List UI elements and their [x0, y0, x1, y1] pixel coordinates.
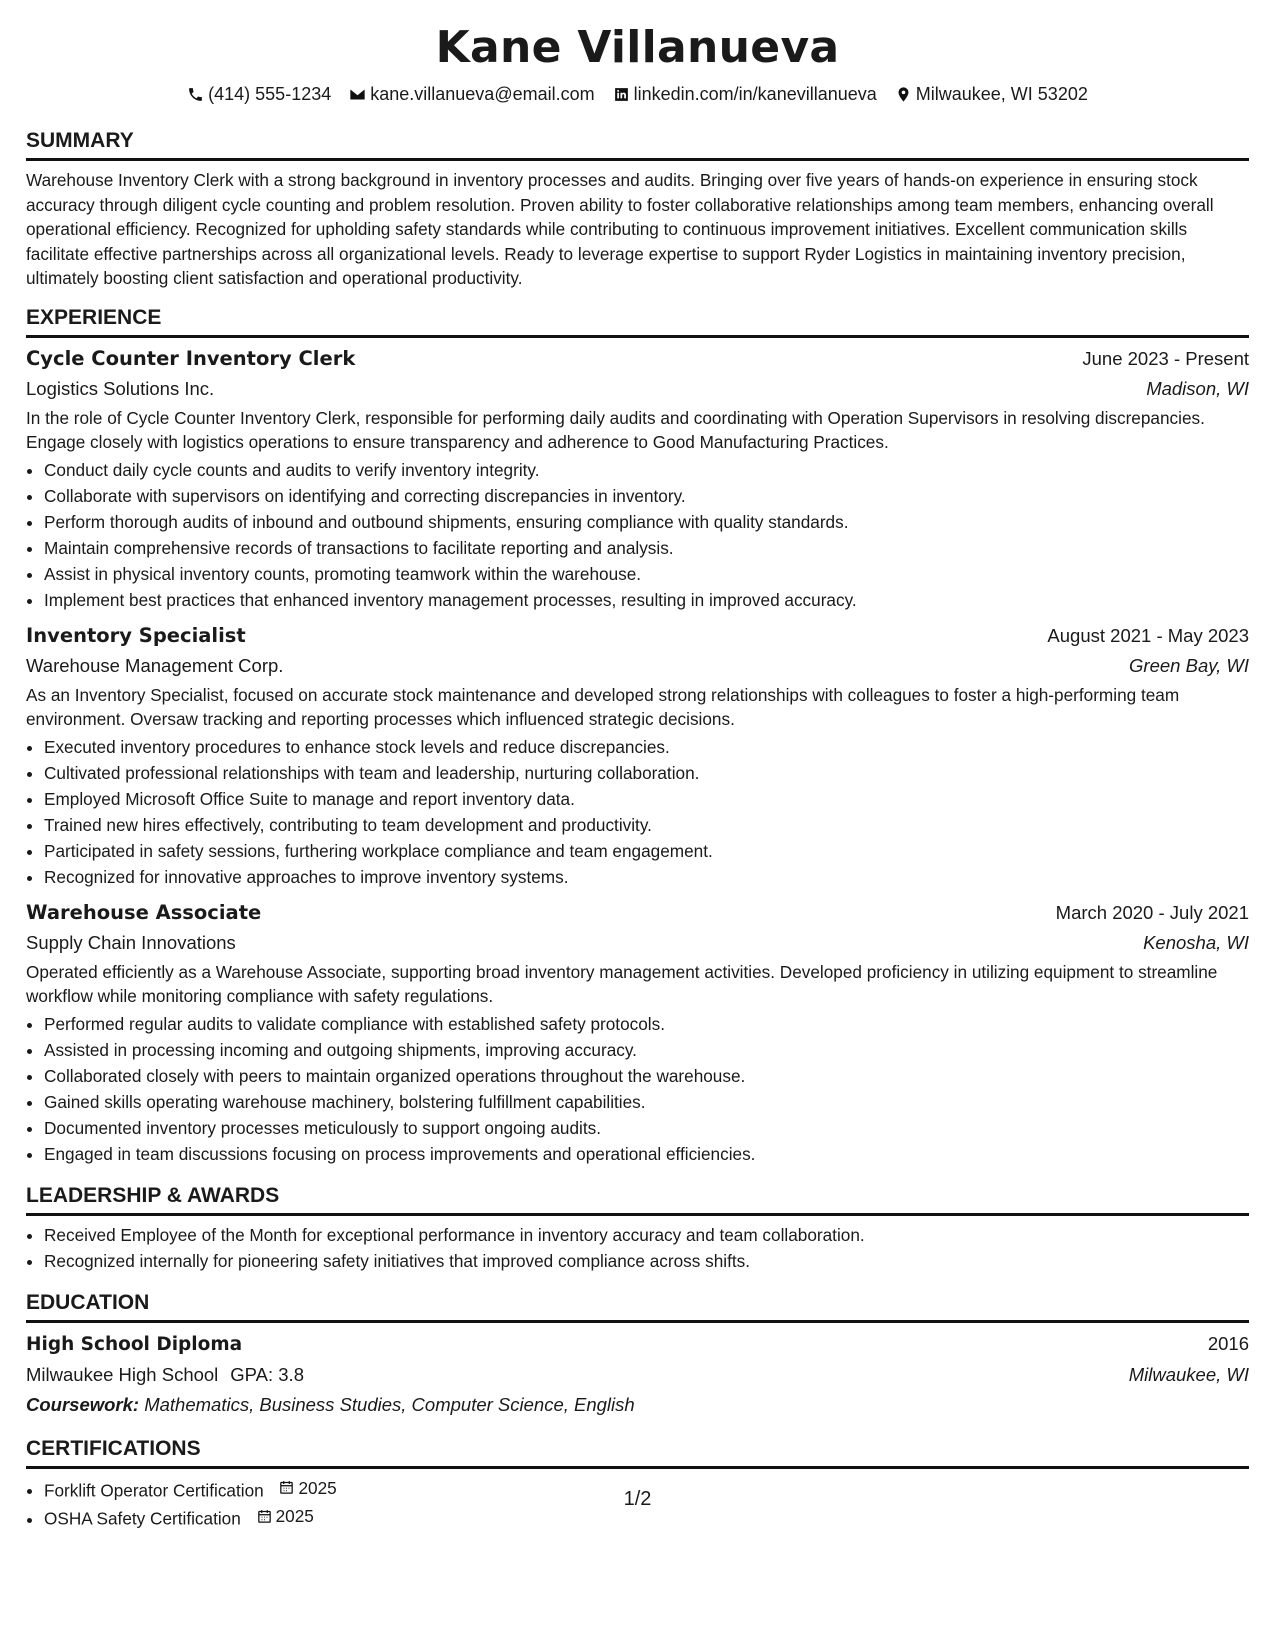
list-item: • Recognized for innovative approaches to improve inventory systems. [44, 864, 1249, 890]
job-location: Green Bay, WI [1129, 654, 1249, 676]
job-description: Operated efficiently as a Warehouse Associate, supporting broad inventory management activities. Developed proficiency in utilizing equipment to streamline workflow while monitoring compliance with safety regulations. [26, 961, 1218, 1006]
email-text[interactable]: kane.villanueva@email.com [370, 84, 595, 104]
gpa: GPA: 3.8 [230, 1363, 304, 1385]
certification-name: OSHA Safety Certification [44, 1508, 241, 1529]
envelope-icon [349, 86, 366, 103]
job-entry [26, 621, 1249, 890]
list-item: • Employed Microsoft Office Suite to manage and report inventory data. [44, 786, 1249, 812]
section-title-experience: EXPERIENCE [26, 305, 1249, 338]
contact-email[interactable] [349, 82, 594, 106]
list-item: • Cultivated professional relationships with team and leadership, nurturing collaboration. [44, 760, 1249, 786]
coursework-line [26, 1390, 1249, 1420]
graduation-year: 2016 [1207, 1332, 1249, 1354]
section-title-leadership: LEADERSHIP & AWARDS [26, 1183, 1249, 1216]
leadership-bullets [26, 1222, 1249, 1274]
job-description: In the role of Cycle Counter Inventory Clerk, responsible for performing daily audits and coordinating with Operation Supervisors in resolving discrepancies. Engage closely with logistics operations to ensure transparency and adherence to Good Manufacturing Practices. [26, 407, 1205, 452]
education-section [26, 1290, 1249, 1420]
list-item: • Conduct daily cycle counts and audits to verify inventory integrity. [44, 457, 1249, 483]
page-number: 1/2 [623, 1488, 652, 1510]
experience-section [26, 305, 1249, 1167]
list-item: • Assist in physical inventory counts, promoting teamwork within the warehouse. [44, 561, 1249, 587]
list-item: • Trained new hires effectively, contributing to team development and productivity. [44, 812, 1249, 838]
list-item: • Performed regular audits to validate compliance with established safety protocols. [44, 1011, 1249, 1037]
job-bullets [26, 734, 1249, 890]
job-title: Inventory Specialist [26, 623, 246, 647]
school-line [26, 1360, 304, 1390]
school-location: Milwaukee, WI [1128, 1363, 1249, 1385]
contact-linkedin[interactable] [613, 82, 877, 106]
leadership-section [26, 1183, 1249, 1274]
list-item: • Engaged in team discussions focusing on process improvements and operational efficiencies. [44, 1141, 1249, 1167]
degree-title: High School Diploma [26, 1333, 243, 1355]
summary-section [26, 128, 1249, 291]
candidate-name: Kane Villanueva [435, 22, 840, 73]
linkedin-icon [613, 86, 630, 103]
certifications-section [26, 1436, 1249, 1532]
contact-location [895, 82, 1088, 106]
list-item: • Perform thorough audits of inbound and outbound shipments, ensuring compliance with quality standards. [44, 509, 1249, 535]
linkedin-text[interactable]: linkedin.com/in/kanevillanueva [633, 84, 877, 104]
list-item: • Collaborated closely with peers to maintain organized operations throughout the warehouse. [44, 1063, 1249, 1089]
map-pin-icon [895, 86, 912, 103]
list-item: • Gained skills operating warehouse machinery, bolstering fulfillment capabilities. [44, 1089, 1249, 1115]
job-dates: August 2021 - May 2023 [1047, 624, 1249, 646]
list-item: • Participated in safety sessions, furthering workplace compliance and team engagement. [44, 838, 1249, 864]
list-item: • Implement best practices that enhanced inventory management processes, resulting in improved accuracy. [44, 587, 1249, 613]
job-entry [26, 898, 1249, 1167]
phone-text: (414) 555-1234 [208, 84, 332, 104]
coursework-text: Mathematics, Business Studies, Computer Science, English [144, 1393, 635, 1415]
list-item: • Documented inventory processes meticulously to support ongoing audits. [44, 1115, 1249, 1141]
job-bullets [26, 1011, 1249, 1167]
list-item: • Recognized internally for pioneering safety initiatives that improved compliance across shifts. [44, 1248, 1249, 1274]
list-item: • Received Employee of the Month for exceptional performance in inventory accuracy and team collaboration. [44, 1222, 1249, 1248]
job-dates: March 2020 - July 2021 [1055, 901, 1249, 923]
contact-bar [26, 82, 1249, 106]
list-item: • Executed inventory procedures to enhance stock levels and reduce discrepancies. [44, 734, 1249, 760]
list-item: • Assisted in processing incoming and outgoing shipments, improving accuracy. [44, 1037, 1249, 1063]
section-title-education: EDUCATION [26, 1290, 1249, 1323]
certification-year: 2025 [275, 1506, 314, 1526]
list-item: • Maintain comprehensive records of transactions to facilitate reporting and analysis. [44, 535, 1249, 561]
location-text: Milwaukee, WI 53202 [915, 84, 1088, 104]
job-description: As an Inventory Specialist, focused on accurate stock maintenance and developed strong relationships with colleagues to foster a high-performing team environment. Oversaw tracking and reporting processes which influenced strategic decisions. [26, 684, 1180, 729]
certification-name: Forklift Operator Certification [44, 1480, 264, 1500]
job-title: Warehouse Associate [26, 900, 262, 924]
section-title-summary: SUMMARY [26, 128, 1249, 161]
summary-text: Warehouse Inventory Clerk with a strong background in inventory processes and audits. Bringing over five years of hands-on experience in ensuring stock accuracy through diligent cycle counting and problem resolution. Proven ability to foster collaborative relationships among team members, enhancing overall operational efficiency. Recognized for upholding safety standards while contributing to continuous improvement initiatives. Excellent communication skills facilitate effective partnerships across all organizational levels. Ready to leverage expertise to support Ryder Logistics in maintaining inventory precision, ultimately boosting client satisfaction and operational productivity. [26, 170, 1214, 288]
job-bullets [26, 457, 1249, 613]
job-company: Supply Chain Innovations [26, 931, 236, 953]
contact-phone [187, 82, 331, 106]
school-name: Milwaukee High School [26, 1363, 219, 1385]
certification-year: 2025 [298, 1477, 337, 1498]
job-dates: June 2023 - Present [1082, 347, 1249, 369]
section-title-certifications: CERTIFICATIONS [26, 1436, 1249, 1469]
job-location: Kenosha, WI [1143, 931, 1249, 953]
coursework-label: Coursework: [26, 1393, 140, 1415]
list-item: • Collaborate with supervisors on identifying and correcting discrepancies in inventory. [44, 483, 1249, 509]
job-location: Madison, WI [1146, 377, 1249, 399]
job-company: Warehouse Management Corp. [26, 654, 284, 676]
phone-icon [187, 86, 204, 103]
job-title: Cycle Counter Inventory Clerk [26, 346, 356, 370]
job-entry [26, 344, 1249, 613]
job-company: Logistics Solutions Inc. [26, 377, 215, 399]
